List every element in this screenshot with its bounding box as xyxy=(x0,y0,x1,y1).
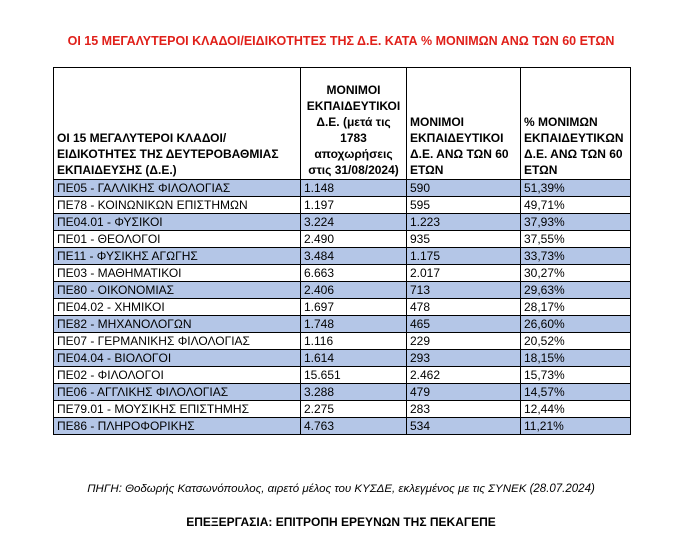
cell-permanent-teachers: 1.748 xyxy=(301,316,407,333)
cell-specialty: ΠΕ03 - ΜΑΘΗΜΑΤΙΚΟΙ xyxy=(54,265,301,282)
cell-percent-over-60: 18,15% xyxy=(521,350,631,367)
cell-permanent-teachers: 2.275 xyxy=(301,401,407,418)
cell-percent-over-60: 29,63% xyxy=(521,282,631,299)
cell-permanent-teachers: 2.406 xyxy=(301,282,407,299)
cell-over-60: 595 xyxy=(407,197,521,214)
table-row xyxy=(54,316,631,333)
header-specialty: ΟΙ 15 ΜΕΓΑΛΥΤΕΡΟΙ ΚΛΑΔΟΙ/ΕΙΔΙΚΟΤΗΤΕΣ ΤΗΣ ΔΕΥΤΕΡΟΒΑΘΜΙΑΣ ΕΚΠΑΙΔΕΥΣΗΣ (Δ.Ε.) xyxy=(54,68,301,180)
cell-percent-over-60: 12,44% xyxy=(521,401,631,418)
cell-over-60: 713 xyxy=(407,282,521,299)
processing-note: ΕΠΕΞΕΡΓΑΣΙΑ: ΕΠΙΤΡΟΠΗ ΕΡΕΥΝΩΝ ΤΗΣ ΠΕΚΑΓΕΠΕ xyxy=(186,515,496,529)
cell-over-60: 465 xyxy=(407,316,521,333)
header-permanent-teachers: ΜΟΝΙΜΟΙ ΕΚΠΑΙΔΕΥΤΙΚΟΙ Δ.Ε. (μετά τις 1783 αποχωρήσεις στις 31/08/2024) xyxy=(301,68,407,180)
cell-percent-over-60: 14,57% xyxy=(521,384,631,401)
document-title: ΟΙ 15 ΜΕΓΑΛΥΤΕΡΟΙ ΚΛΑΔΟΙ/ΕΙΔΙΚΟΤΗΤΕΣ ΤΗΣ Δ.Ε. ΚΑΤΑ % ΜΟΝΙΜΩΝ ΑΝΩ ΤΩΝ 60 ΕΤΩΝ xyxy=(67,34,615,48)
cell-percent-over-60: 30,27% xyxy=(521,265,631,282)
cell-permanent-teachers: 6.663 xyxy=(301,265,407,282)
cell-percent-over-60: 26,60% xyxy=(521,316,631,333)
table-row xyxy=(54,180,631,197)
cell-specialty: ΠΕ04.01 - ΦΥΣΙΚΟΙ xyxy=(54,214,301,231)
cell-specialty: ΠΕ86 - ΠΛΗΡΟΦΟΡΙΚΗΣ xyxy=(54,418,301,435)
cell-specialty: ΠΕ04.04 - ΒΙΟΛΟΓΟΙ xyxy=(54,350,301,367)
cell-percent-over-60: 37,55% xyxy=(521,231,631,248)
cell-percent-over-60: 11,21% xyxy=(521,418,631,435)
cell-over-60: 1.175 xyxy=(407,248,521,265)
table-row xyxy=(54,401,631,418)
cell-permanent-teachers: 3.288 xyxy=(301,384,407,401)
cell-specialty: ΠΕ02 - ΦΙΛΟΛΟΓΟΙ xyxy=(54,367,301,384)
cell-over-60: 1.223 xyxy=(407,214,521,231)
table-row xyxy=(54,333,631,350)
cell-specialty: ΠΕ05 - ΓΑΛΛΙΚΗΣ ΦΙΛΟΛΟΓΙΑΣ xyxy=(54,180,301,197)
cell-permanent-teachers: 1.697 xyxy=(301,299,407,316)
cell-permanent-teachers: 1.116 xyxy=(301,333,407,350)
cell-over-60: 283 xyxy=(407,401,521,418)
table-row xyxy=(54,248,631,265)
cell-specialty: ΠΕ80 - ΟΙΚΟΝΟΜΙΑΣ xyxy=(54,282,301,299)
cell-percent-over-60: 51,39% xyxy=(521,180,631,197)
cell-over-60: 478 xyxy=(407,299,521,316)
cell-percent-over-60: 15,73% xyxy=(521,367,631,384)
cell-percent-over-60: 28,17% xyxy=(521,299,631,316)
cell-specialty: ΠΕ11 - ΦΥΣΙΚΗΣ ΑΓΩΓΗΣ xyxy=(54,248,301,265)
table-row xyxy=(54,282,631,299)
table-row xyxy=(54,197,631,214)
cell-permanent-teachers: 2.490 xyxy=(301,231,407,248)
table-row xyxy=(54,384,631,401)
cell-specialty: ΠΕ06 - ΑΓΓΛΙΚΗΣ ΦΙΛΟΛΟΓΙΑΣ xyxy=(54,384,301,401)
cell-percent-over-60: 20,52% xyxy=(521,333,631,350)
cell-over-60: 590 xyxy=(407,180,521,197)
cell-percent-over-60: 49,71% xyxy=(521,197,631,214)
cell-over-60: 534 xyxy=(407,418,521,435)
cell-over-60: 229 xyxy=(407,333,521,350)
cell-permanent-teachers: 1.197 xyxy=(301,197,407,214)
cell-specialty: ΠΕ82 - ΜΗΧΑΝΟΛΟΓΩΝ xyxy=(54,316,301,333)
cell-permanent-teachers: 3.484 xyxy=(301,248,407,265)
cell-percent-over-60: 37,93% xyxy=(521,214,631,231)
cell-specialty: ΠΕ01 - ΘΕΟΛΟΓΟΙ xyxy=(54,231,301,248)
cell-over-60: 2.017 xyxy=(407,265,521,282)
cell-permanent-teachers: 1.614 xyxy=(301,350,407,367)
cell-specialty: ΠΕ07 - ΓΕΡΜΑΝΙΚΗΣ ΦΙΛΟΛΟΓΙΑΣ xyxy=(54,333,301,350)
cell-permanent-teachers: 4.763 xyxy=(301,418,407,435)
table-row xyxy=(54,418,631,435)
cell-specialty: ΠΕ04.02 - ΧΗΜΙΚΟΙ xyxy=(54,299,301,316)
table-header-row xyxy=(54,68,631,180)
cell-over-60: 479 xyxy=(407,384,521,401)
cell-percent-over-60: 33,73% xyxy=(521,248,631,265)
cell-over-60: 935 xyxy=(407,231,521,248)
table-row xyxy=(54,214,631,231)
cell-permanent-teachers: 3.224 xyxy=(301,214,407,231)
data-table xyxy=(53,67,631,435)
table-row xyxy=(54,350,631,367)
table-body xyxy=(54,180,631,435)
cell-permanent-teachers: 15.651 xyxy=(301,367,407,384)
table-row xyxy=(54,299,631,316)
source-note: ΠΗΓΗ: Θοδωρής Κατσωνόπουλος, αιρετό μέλος του ΚΥΣΔΕ, εκλεγμένος με τις ΣΥΝΕΚ (28.07.2024) xyxy=(87,483,595,495)
cell-over-60: 2.462 xyxy=(407,367,521,384)
table-row xyxy=(54,265,631,282)
cell-specialty: ΠΕ79.01 - ΜΟΥΣΙΚΗΣ ΕΠΙΣΤΗΜΗΣ xyxy=(54,401,301,418)
table-row xyxy=(54,367,631,384)
cell-permanent-teachers: 1.148 xyxy=(301,180,407,197)
header-percent-over-60: % ΜΟΝΙΜΩΝ ΕΚΠΑΙΔΕΥΤΙΚΩΝ Δ.Ε. ΑΝΩ ΤΩΝ 60 ΕΤΩΝ xyxy=(521,68,631,180)
cell-over-60: 293 xyxy=(407,350,521,367)
table-row xyxy=(54,231,631,248)
header-over-60: ΜΟΝΙΜΟΙ ΕΚΠΑΙΔΕΥΤΙΚΟΙ Δ.Ε. ΑΝΩ ΤΩΝ 60 ΕΤΩΝ xyxy=(407,68,521,180)
cell-specialty: ΠΕ78 - ΚΟΙΝΩΝΙΚΩΝ ΕΠΙΣΤΗΜΩΝ xyxy=(54,197,301,214)
